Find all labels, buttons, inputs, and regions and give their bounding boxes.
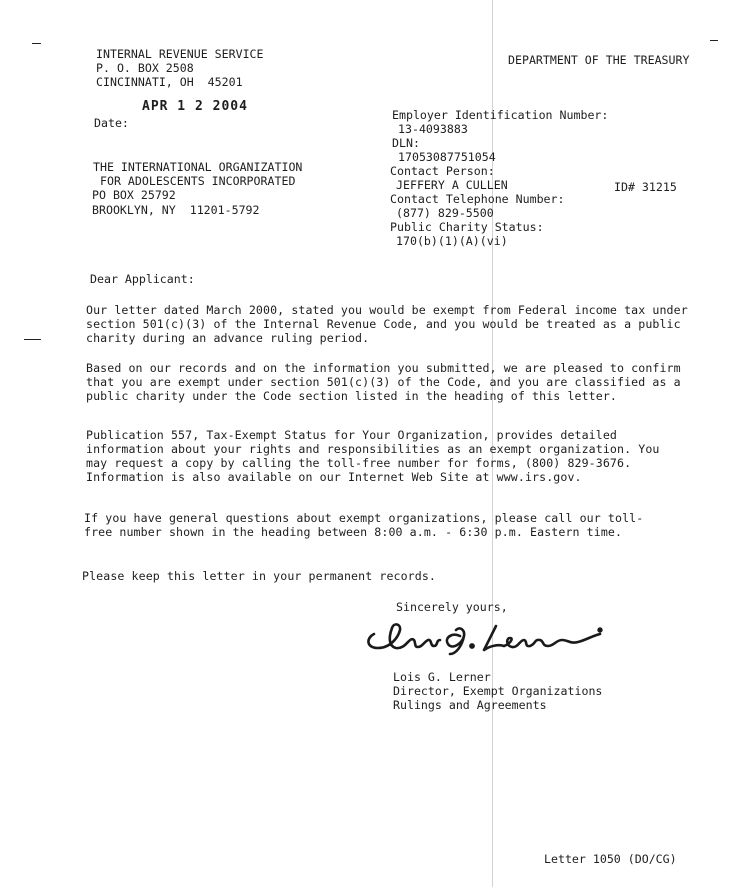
public-charity-status-label: Public Charity Status:: [390, 220, 544, 234]
recipient-line-4: BROOKLYN, NY 11201-5792: [92, 203, 260, 217]
margin-mark-middle-left: [24, 339, 41, 340]
contact-person-label: Contact Person:: [390, 164, 495, 178]
ein-label: Employer Identification Number:: [392, 108, 609, 122]
recipient-line-2: FOR ADOLESCENTS INCORPORATED: [93, 174, 296, 188]
sender-line-2: P. O. BOX 2508: [96, 61, 194, 75]
body-paragraph-4: If you have general questions about exempt organizations, please call our toll-free number shown in the heading between 8:00 a.m. - 6:30 p.m. Eastern time.: [84, 511, 644, 539]
handwritten-signature: [364, 616, 610, 663]
body-paragraph-1: Our letter dated March 2000, stated you would be exempt from Federal income tax under section 501(c)(3) of the Internal Revenue Code, and you would be treated as a public charity during an advance ruling period.: [86, 303, 688, 345]
letter-number-footer: Letter 1050 (DO/CG): [544, 852, 677, 866]
body-paragraph-5: Please keep this letter in your permanent records.: [82, 569, 437, 583]
contact-person-value: JEFFERY A CULLEN: [396, 178, 508, 192]
salutation: Dear Applicant:: [90, 272, 195, 286]
phone-label: Contact Telephone Number:: [390, 192, 565, 206]
body-paragraph-2: Based on our records and on the information you submitted, we are pleased to confirm that you are exempt under section 501(c)(3) of the Code, and you are classified as a public charity under the Code section listed in the heading of this letter.: [86, 361, 681, 403]
body-paragraph-3: Publication 557, Tax-Exempt Status for Your Organization, provides detailed information about your rights and responsibilities as an exempt organization. You may request a copy by calling the toll-free number for forms, (800) 829-3676. Information is also available on our Internet Web Site at www.irs.gov.: [86, 428, 660, 484]
ein-value: 13-4093883: [398, 122, 468, 136]
signer-title-1: Director, Exempt Organizations: [393, 684, 603, 698]
margin-mark-top-right: [710, 40, 718, 41]
dln-value: 17053087751054: [398, 150, 496, 164]
signer-title-2: Rulings and Agreements: [393, 698, 547, 712]
department-heading: DEPARTMENT OF THE TREASURY: [508, 53, 690, 67]
date-stamp: APR 1 2 2004: [142, 99, 248, 114]
id-number: ID# 31215: [614, 180, 677, 194]
phone-value: (877) 829-5500: [396, 206, 494, 220]
sender-line-1: INTERNAL REVENUE SERVICE: [96, 47, 264, 61]
date-label: Date:: [94, 116, 129, 130]
margin-mark-top-left: [32, 43, 41, 44]
closing: Sincerely yours,: [396, 600, 508, 614]
recipient-line-3: PO BOX 25792: [92, 188, 176, 202]
recipient-line-1: THE INTERNATIONAL ORGANIZATION: [93, 160, 303, 174]
sender-line-3: CINCINNATI, OH 45201: [96, 75, 243, 89]
dln-label: DLN:: [392, 136, 420, 150]
public-charity-status-value: 170(b)(1)(A)(vi): [396, 234, 508, 248]
signer-name: Lois G. Lerner: [393, 670, 491, 684]
